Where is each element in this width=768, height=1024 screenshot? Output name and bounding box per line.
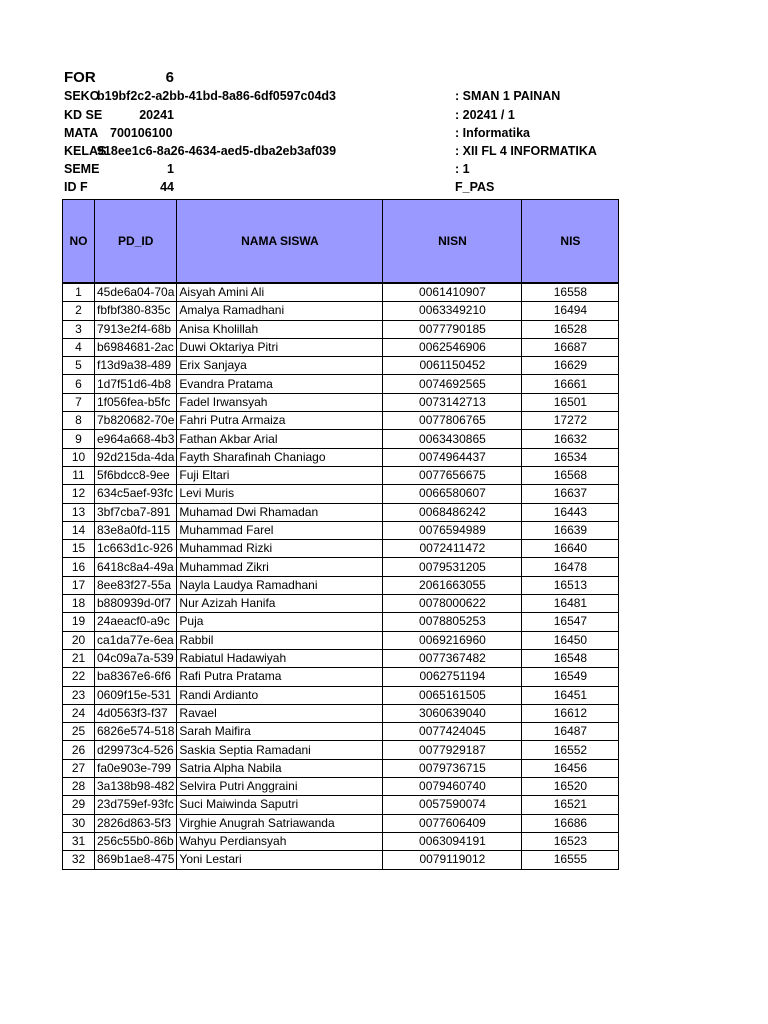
cell-nisn: 2061663055 <box>383 576 522 594</box>
cell-nama-siswa: Selvira Putri Anggraini <box>177 778 383 796</box>
column-header-pd-id: PD_ID <box>95 200 177 283</box>
cell-pd-id: 256c55b0-86b <box>95 832 177 850</box>
kelas-name: : XII FL 4 INFORMATIKA <box>455 144 597 158</box>
cell-nis: 16558 <box>522 284 619 302</box>
table-row <box>63 741 619 759</box>
cell-no: 17 <box>63 576 95 594</box>
cell-nis: 16612 <box>522 704 619 722</box>
table-row <box>63 778 619 796</box>
cell-nis: 16501 <box>522 393 619 411</box>
cell-nisn: 0066580607 <box>383 485 522 503</box>
cell-pd-id: 6418c8a4-49a <box>95 558 177 576</box>
cell-nama-siswa: Muhammad Zikri <box>177 558 383 576</box>
cell-nis: 16528 <box>522 320 619 338</box>
column-header-nis: NIS <box>522 200 619 283</box>
id-value: 44 <box>160 180 174 194</box>
cell-nisn: 0065161505 <box>383 686 522 704</box>
cell-pd-id: 3a138b98-482 <box>95 778 177 796</box>
table-row <box>63 430 619 448</box>
table-row <box>63 466 619 484</box>
cell-nisn: 0062546906 <box>383 338 522 356</box>
kelas-label: KELAS <box>64 144 107 158</box>
cell-nisn: 0072411472 <box>383 540 522 558</box>
cell-nisn: 0078000622 <box>383 595 522 613</box>
cell-nama-siswa: Fahri Putra Armaiza <box>177 412 383 430</box>
cell-no: 2 <box>63 302 95 320</box>
cell-pd-id: ba8367e6-6f6 <box>95 668 177 686</box>
cell-nama-siswa: Erix Sanjaya <box>177 357 383 375</box>
cell-nisn: 0076594989 <box>383 521 522 539</box>
cell-pd-id: 869b1ae8-475 <box>95 851 177 869</box>
cell-nama-siswa: Ravael <box>177 704 383 722</box>
cell-no: 25 <box>63 723 95 741</box>
cell-no: 28 <box>63 778 95 796</box>
cell-nis: 16450 <box>522 631 619 649</box>
cell-nama-siswa: Wahyu Perdiansyah <box>177 832 383 850</box>
column-header-nisn: NISN <box>383 200 522 283</box>
table-row <box>63 613 619 631</box>
semester-right: : 1 <box>455 162 470 176</box>
cell-no: 7 <box>63 393 95 411</box>
cell-nis: 16520 <box>522 778 619 796</box>
cell-pd-id: 7913e2f4-68b <box>95 320 177 338</box>
table-row <box>63 302 619 320</box>
table-row <box>63 576 619 594</box>
cell-nisn: 0062751194 <box>383 668 522 686</box>
sekolah-id: b19bf2c2-a2bb-41bd-8a86-6df0597c04d3 <box>97 89 337 103</box>
cell-nis: 16534 <box>522 448 619 466</box>
mapel-name: : Informatika <box>455 126 531 140</box>
table-row <box>63 558 619 576</box>
table-header-row <box>63 200 619 283</box>
cell-no: 20 <box>63 631 95 649</box>
id-right: F_PAS <box>455 180 495 194</box>
cell-nisn: 0074964437 <box>383 448 522 466</box>
cell-nisn: 0077656675 <box>383 466 522 484</box>
cell-nis: 16640 <box>522 540 619 558</box>
cell-nisn: 0078805253 <box>383 613 522 631</box>
cell-nisn: 0074692565 <box>383 375 522 393</box>
table-row <box>63 851 619 869</box>
cell-nama-siswa: Duwi Oktariya Pitri <box>177 338 383 356</box>
cell-nama-siswa: Amalya Ramadhani <box>177 302 383 320</box>
cell-nis: 16555 <box>522 851 619 869</box>
kd-label: KD SE <box>64 108 103 122</box>
table-row <box>63 412 619 430</box>
table-row <box>63 284 619 302</box>
cell-pd-id: 45de6a04-70a <box>95 284 177 302</box>
cell-nis: 16686 <box>522 814 619 832</box>
table-row <box>63 540 619 558</box>
cell-pd-id: 1f056fea-b5fc <box>95 393 177 411</box>
table-row <box>63 796 619 814</box>
cell-no: 22 <box>63 668 95 686</box>
sekolah-name: : SMAN 1 PAINAN <box>455 89 561 103</box>
cell-nama-siswa: Saskia Septia Ramadani <box>177 741 383 759</box>
cell-nis: 16568 <box>522 466 619 484</box>
cell-nama-siswa: Yoni Lestari <box>177 851 383 869</box>
cell-pd-id: f13d9a38-489 <box>95 357 177 375</box>
cell-no: 23 <box>63 686 95 704</box>
cell-nisn: 0068486242 <box>383 503 522 521</box>
cell-pd-id: 8ee83f27-55a <box>95 576 177 594</box>
cell-no: 12 <box>63 485 95 503</box>
column-header-nama-siswa: NAMA SISWA <box>177 200 383 283</box>
cell-nisn: 0077790185 <box>383 320 522 338</box>
table-row <box>63 723 619 741</box>
cell-pd-id: 83e8a0fd-115 <box>95 521 177 539</box>
cell-pd-id: 3bf7cba7-891 <box>95 503 177 521</box>
cell-no: 4 <box>63 338 95 356</box>
sekolah-label: SEKO <box>64 89 100 103</box>
table-row <box>63 759 619 777</box>
cell-nama-siswa: Fathan Akbar Arial <box>177 430 383 448</box>
cell-nis: 16661 <box>522 375 619 393</box>
cell-no: 1 <box>63 284 95 302</box>
cell-no: 8 <box>63 412 95 430</box>
cell-nisn: 0079460740 <box>383 778 522 796</box>
cell-pd-id: 5f6bdcc8-9ee <box>95 466 177 484</box>
cell-nisn: 0077367482 <box>383 649 522 667</box>
table-row <box>63 832 619 850</box>
cell-no: 27 <box>63 759 95 777</box>
cell-pd-id: 92d215da-4da <box>95 448 177 466</box>
table-row <box>63 668 619 686</box>
cell-pd-id: 6826e574-518 <box>95 723 177 741</box>
cell-nis: 16552 <box>522 741 619 759</box>
cell-nama-siswa: Levi Muris <box>177 485 383 503</box>
cell-nis: 16456 <box>522 759 619 777</box>
cell-pd-id: d29973c4-526 <box>95 741 177 759</box>
cell-no: 6 <box>63 375 95 393</box>
cell-pd-id: fa0e903e-799 <box>95 759 177 777</box>
semester-value: 1 <box>167 162 174 176</box>
cell-no: 10 <box>63 448 95 466</box>
cell-nis: 16523 <box>522 832 619 850</box>
cell-nisn: 0073142713 <box>383 393 522 411</box>
cell-nis: 16443 <box>522 503 619 521</box>
cell-no: 16 <box>63 558 95 576</box>
cell-pd-id: fbfbf380-835c <box>95 302 177 320</box>
cell-nama-siswa: Anisa Kholillah <box>177 320 383 338</box>
table-row <box>63 393 619 411</box>
cell-nisn: 0057590074 <box>383 796 522 814</box>
cell-no: 5 <box>63 357 95 375</box>
mapel-id: 700106100 <box>110 126 173 140</box>
cell-nisn: 0077929187 <box>383 741 522 759</box>
cell-nama-siswa: Rabbil <box>177 631 383 649</box>
cell-no: 31 <box>63 832 95 850</box>
cell-nama-siswa: Suci Maiwinda Saputri <box>177 796 383 814</box>
cell-nama-siswa: Nayla Laudya Ramadhani <box>177 576 383 594</box>
cell-nisn: 0079736715 <box>383 759 522 777</box>
cell-nis: 16481 <box>522 595 619 613</box>
cell-pd-id: 1d7f51d6-4b8 <box>95 375 177 393</box>
table-row <box>63 338 619 356</box>
form-value: 6 <box>165 69 174 86</box>
cell-pd-id: 2826d863-5f3 <box>95 814 177 832</box>
cell-nama-siswa: Randi Ardianto <box>177 686 383 704</box>
cell-nama-siswa: Muhamad Dwi Rhamadan <box>177 503 383 521</box>
cell-pd-id: 24aeacf0-a9c <box>95 613 177 631</box>
cell-nama-siswa: Fadel Irwansyah <box>177 393 383 411</box>
table-row <box>63 631 619 649</box>
cell-no: 30 <box>63 814 95 832</box>
cell-pd-id: b6984681-2ac <box>95 338 177 356</box>
cell-nisn: 0063430865 <box>383 430 522 448</box>
cell-no: 32 <box>63 851 95 869</box>
cell-nis: 17272 <box>522 412 619 430</box>
cell-pd-id: ca1da77e-6ea <box>95 631 177 649</box>
cell-pd-id: 23d759ef-93fc <box>95 796 177 814</box>
cell-nama-siswa: Muhammad Rizki <box>177 540 383 558</box>
id-label: ID F <box>64 180 88 194</box>
cell-nis: 16687 <box>522 338 619 356</box>
cell-nis: 16637 <box>522 485 619 503</box>
cell-nis: 16632 <box>522 430 619 448</box>
cell-nis: 16547 <box>522 613 619 631</box>
kelas-id: 918ee1c6-8a26-4634-aed5-dba2eb3af039 <box>97 144 337 158</box>
cell-pd-id: 04c09a7a-539 <box>95 649 177 667</box>
cell-pd-id: 1c663d1c-926 <box>95 540 177 558</box>
student-table <box>62 199 619 870</box>
cell-nisn: 0063349210 <box>383 302 522 320</box>
table-row <box>63 320 619 338</box>
cell-nama-siswa: Rabiatul Hadawiyah <box>177 649 383 667</box>
cell-nama-siswa: Virghie Anugrah Satriawanda <box>177 814 383 832</box>
table-row <box>63 814 619 832</box>
cell-no: 19 <box>63 613 95 631</box>
cell-nama-siswa: Fuji Eltari <box>177 466 383 484</box>
cell-no: 11 <box>63 466 95 484</box>
cell-pd-id: e964a668-4b3 <box>95 430 177 448</box>
cell-no: 15 <box>63 540 95 558</box>
cell-nisn: 0077606409 <box>383 814 522 832</box>
cell-no: 3 <box>63 320 95 338</box>
cell-nis: 16629 <box>522 357 619 375</box>
form-label: FOR <box>64 69 96 86</box>
kd-value: 20241 <box>139 108 174 122</box>
table-row <box>63 649 619 667</box>
table-row <box>63 485 619 503</box>
cell-pd-id: 634c5aef-93fc <box>95 485 177 503</box>
mapel-label: MATA <box>64 126 99 140</box>
cell-nisn: 3060639040 <box>383 704 522 722</box>
cell-no: 9 <box>63 430 95 448</box>
kd-right: : 20241 / 1 <box>455 108 515 122</box>
table-body <box>63 283 619 870</box>
cell-nis: 16549 <box>522 668 619 686</box>
cell-no: 29 <box>63 796 95 814</box>
cell-nisn: 0077806765 <box>383 412 522 430</box>
table-row <box>63 595 619 613</box>
cell-nama-siswa: Satria Alpha Nabila <box>177 759 383 777</box>
table-row <box>63 448 619 466</box>
table-row <box>63 357 619 375</box>
semester-label: SEME <box>64 162 100 176</box>
cell-pd-id: 4d0563f3-f37 <box>95 704 177 722</box>
cell-nama-siswa: Aisyah Amini Ali <box>177 284 383 302</box>
cell-no: 21 <box>63 649 95 667</box>
cell-no: 26 <box>63 741 95 759</box>
cell-no: 18 <box>63 595 95 613</box>
cell-nama-siswa: Nur Azizah Hanifa <box>177 595 383 613</box>
cell-nama-siswa: Fayth Sharafinah Chaniago <box>177 448 383 466</box>
cell-nis: 16487 <box>522 723 619 741</box>
cell-nisn: 0077424045 <box>383 723 522 741</box>
table-row <box>63 686 619 704</box>
table-row <box>63 521 619 539</box>
cell-nis: 16451 <box>522 686 619 704</box>
cell-no: 13 <box>63 503 95 521</box>
cell-nis: 16548 <box>522 649 619 667</box>
cell-nis: 16521 <box>522 796 619 814</box>
column-header-no: NO <box>63 200 95 283</box>
cell-nisn: 0061150452 <box>383 357 522 375</box>
cell-pd-id: b880939d-0f7 <box>95 595 177 613</box>
cell-nisn: 0063094191 <box>383 832 522 850</box>
cell-nama-siswa: Muhammad Farel <box>177 521 383 539</box>
cell-no: 24 <box>63 704 95 722</box>
cell-nis: 16513 <box>522 576 619 594</box>
cell-nisn: 0069216960 <box>383 631 522 649</box>
cell-pd-id: 0609f15e-531 <box>95 686 177 704</box>
cell-nis: 16494 <box>522 302 619 320</box>
cell-pd-id: 7b820682-70e <box>95 412 177 430</box>
cell-nis: 16478 <box>522 558 619 576</box>
cell-nama-siswa: Rafi Putra Pratama <box>177 668 383 686</box>
table-row <box>63 375 619 393</box>
cell-nisn: 0079531205 <box>383 558 522 576</box>
cell-nisn: 0079119012 <box>383 851 522 869</box>
table-row <box>63 704 619 722</box>
cell-nama-siswa: Sarah Maifira <box>177 723 383 741</box>
cell-nis: 16639 <box>522 521 619 539</box>
table-row <box>63 503 619 521</box>
cell-nisn: 0061410907 <box>383 284 522 302</box>
cell-nama-siswa: Puja <box>177 613 383 631</box>
cell-nama-siswa: Evandra Pratama <box>177 375 383 393</box>
cell-no: 14 <box>63 521 95 539</box>
